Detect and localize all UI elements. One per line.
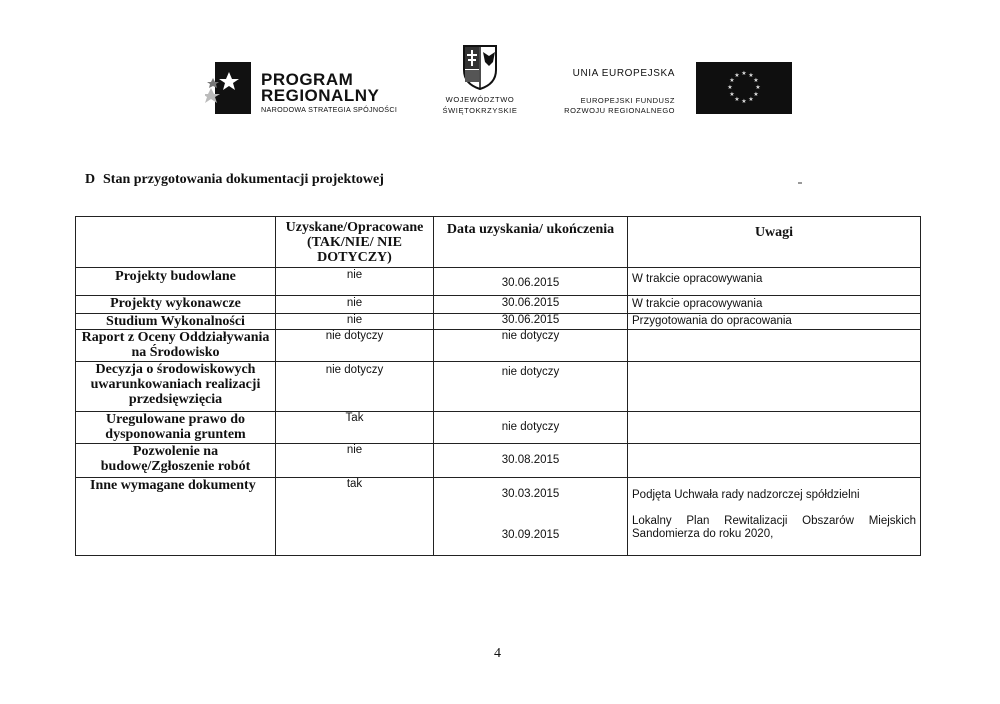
row-dates-cell xyxy=(434,478,628,556)
documentation-table xyxy=(75,216,921,556)
row-date: 30.06.2015 xyxy=(434,268,628,296)
table-row xyxy=(76,412,921,444)
strategy-text: NARODOWA STRATEGIA SPÓJNOŚCI xyxy=(261,105,398,114)
row-note: W trakcie opracowywania xyxy=(628,268,921,296)
row-note-second: Lokalny Plan Rewitalizacji Obszarów Miejskich Sandomierza do roku 2020, xyxy=(632,515,916,540)
swietokrzyskie-logo xyxy=(430,44,530,120)
svg-text:★: ★ xyxy=(729,91,735,98)
svg-text:★: ★ xyxy=(748,72,754,79)
row-label: Decyzja o środowiskowych uwarunkowaniach realizacji przedsięwzięcia xyxy=(76,362,276,412)
eu-fund-text: EUROPEJSKI FUNDUSZ xyxy=(580,96,675,105)
svg-text:★: ★ xyxy=(727,84,733,91)
row-note: Przygotowania do opracowania xyxy=(628,314,921,330)
row-date: 30.08.2015 xyxy=(434,444,628,478)
row-note xyxy=(628,412,921,444)
row-note xyxy=(628,444,921,478)
row-date: 30.06.2015 xyxy=(434,296,628,314)
row-note: Podjęta Uchwała rady nadzorczej spółdzielni xyxy=(632,489,860,501)
row-label: Projekty wykonawcze xyxy=(76,296,276,314)
svg-text:★: ★ xyxy=(741,70,747,77)
row-note xyxy=(628,330,921,362)
table-row xyxy=(76,444,921,478)
eu-flag-icon xyxy=(696,62,792,114)
svg-text:★: ★ xyxy=(753,77,759,84)
row-date: 30.03.2015 xyxy=(501,488,560,500)
page-number: 4 xyxy=(494,646,501,661)
row-status: nie dotyczy xyxy=(276,330,434,362)
row-date: nie dotyczy xyxy=(434,330,628,362)
table-row xyxy=(76,362,921,412)
svg-text:★: ★ xyxy=(755,84,761,91)
row-status: nie xyxy=(276,268,434,296)
header-date: Data uzyskania/ ukończenia xyxy=(434,217,628,268)
coat-of-arms-icon xyxy=(462,44,498,90)
program-text: PROGRAM xyxy=(261,70,354,89)
row-label: Studium Wykonalności xyxy=(76,314,276,330)
swietokrzyskie-text: ŚWIĘTOKRZYSKIE xyxy=(442,106,518,115)
row-date: nie dotyczy xyxy=(434,412,628,444)
svg-text:★: ★ xyxy=(741,98,747,105)
regionalny-text: REGIONALNY xyxy=(261,86,380,105)
row-label: Uregulowane prawo do dysponowania gruntem xyxy=(76,412,276,444)
program-regionalny-logo xyxy=(205,58,415,120)
table-row xyxy=(76,268,921,296)
row-status: tak xyxy=(276,478,434,556)
row-date: nie dotyczy xyxy=(434,362,628,412)
table-row xyxy=(76,296,921,314)
header-empty xyxy=(76,217,276,268)
row-status: nie dotyczy xyxy=(276,362,434,412)
section-title: Stan przygotowania dokumentacji projektowej xyxy=(103,172,384,187)
row-date: 30.06.2015 xyxy=(434,314,628,330)
row-status: nie xyxy=(276,444,434,478)
row-label: Inne wymagane dokumenty xyxy=(76,478,276,556)
row-label: Projekty budowlane xyxy=(76,268,276,296)
header-notes: Uwagi xyxy=(628,217,921,268)
table-row xyxy=(76,478,921,556)
program-regionalny-emblem xyxy=(205,58,253,116)
svg-text:★: ★ xyxy=(748,96,754,103)
row-note xyxy=(628,362,921,412)
eu-regional-text: ROZWOJU REGIONALNEGO xyxy=(564,106,675,115)
section-heading xyxy=(85,172,384,188)
eu-logo xyxy=(564,62,793,120)
wojewodztwo-text: WOJEWÓDZTWO xyxy=(445,95,515,104)
row-status: nie xyxy=(276,296,434,314)
svg-text:★: ★ xyxy=(729,77,735,84)
scan-speck xyxy=(798,182,802,184)
header-status: Uzyskane/Opracowane (TAK/NIE/ NIE DOTYCZY) xyxy=(276,217,434,268)
row-label: Raport z Oceny Oddziaływania na Środowisko xyxy=(76,330,276,362)
svg-text:★: ★ xyxy=(734,72,740,79)
svg-text:★: ★ xyxy=(734,96,740,103)
row-notes-cell xyxy=(628,478,921,556)
row-note: W trakcie opracowywania xyxy=(628,296,921,314)
row-status: Tak xyxy=(276,412,434,444)
row-date-second: 30.09.2015 xyxy=(501,529,560,541)
table-row xyxy=(76,330,921,362)
svg-text:★: ★ xyxy=(753,91,759,98)
row-label: Pozwolenie na budowę/Zgłoszenie robót xyxy=(76,444,276,478)
table-row xyxy=(76,314,921,330)
eu-title: UNIA EUROPEJSKA xyxy=(572,68,675,79)
table-header-row xyxy=(76,217,921,268)
section-letter: D xyxy=(85,172,96,187)
row-status: nie xyxy=(276,314,434,330)
